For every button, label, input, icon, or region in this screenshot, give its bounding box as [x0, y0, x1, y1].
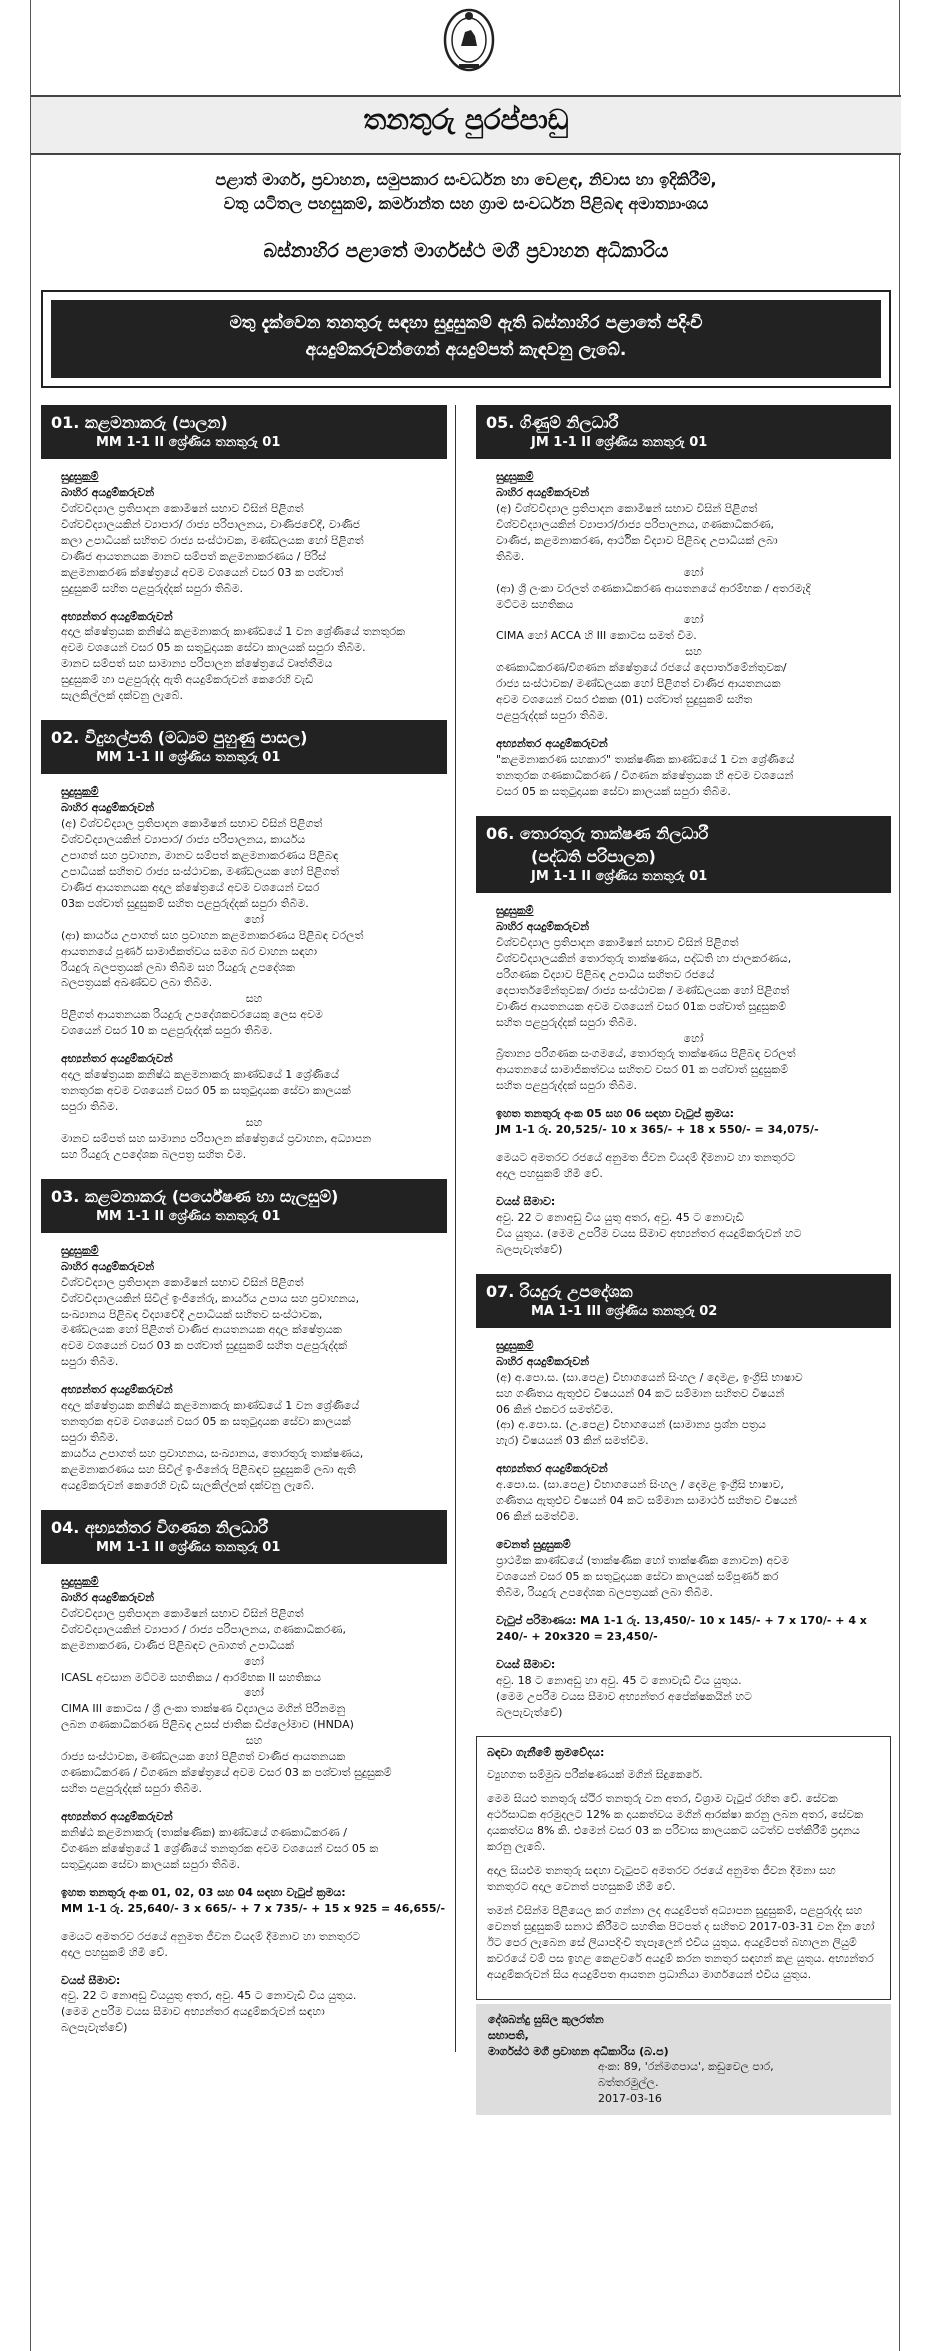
- other-qualifications: වෙනත් සුදුසුකම් ප්‍රාථමික කාණ්ඩයේ (තාක්ෂණික හෝ තාක්ෂණික නොවන) අවම වශයෙන් වසර 05 ක සතුටුදායක සේවා කාලයක් සම්පූර්ණ කර තිබීම, රියදුරු උපදේශක බලපත්‍රයක් ලබා තිබීම.: [496, 1538, 790, 1599]
- signature-date: 2017-03-16: [598, 2092, 662, 2106]
- salary-scale: ඉහත තනතුරු අංක 01, 02, 03 සහ 04 සඳහා වැටුප් ක්‍රමය: MM 1-1 රු. 25,640/- 3 x 665/- + 7 x 735/- + 15 x 925 = 46,655/-: [61, 1885, 446, 1915]
- post-header: 03. කළමනාකරු (පර්යේෂණ හා සැලසුම්) MM 1-1 II ශ්‍රේණිය තනතුරු 01: [41, 1179, 447, 1233]
- note-paragraph: තමන් විසින්ම පිළියෙල කර ගන්නා ලද අයදුම්පත් අධ්‍යාපන සුදුසුකම්, පළපුරුද්ද සහ වෙනත් සුදුසුකම් සනාථ කිරීමට සහතික පිටපත් ද සහිතව 2017-03-31 වන දින හෝ ඊට පෙර ලැබෙන සේ ලියාපදිංචි තැපෑලෙන් එවිය යුතුය. අයදුම්පත් බහාලන ලියුම් කවරයේ වම් පස ඉහළ කෙළවරේ අයදුම් කරන තනතුර සඳහන් කළ යුතුය. අභ්‍යන්තර අයදුම්කරුවන් සිය අයදුම්පත ආයතන ප්‍රධානියා මාර්ගයෙන් එවිය යුතුය.: [487, 1903, 875, 1981]
- salary-scale: වැටුප් පරිමාණය: MA 1-1 රු. 13,450/- 10 x 145/- + 7 x 170/- + 4 x 240/- + 20x320 = 23,450/-: [496, 1613, 867, 1643]
- post-header: 04. අභ්‍යන්තර විගණන නිලධාරී MM 1-1 II ශ්‍රේණිය තනතුරු 01: [41, 1510, 447, 1564]
- post-06: [476, 816, 891, 1258]
- post-04: [41, 1510, 447, 2036]
- advertisement-page: [30, 0, 900, 2351]
- post-03: [41, 1179, 447, 1494]
- qualifications: සුදුසුකම් බාහිර අයදුම්කරුවන් (අ) විශ්වවිද්‍යාල ප්‍රතිපාදන කොමිෂන් සභාව විසින් පිළිගත් විශ්වවිද්‍යාලයකින් ව්‍යාපාර/ රාජ්‍ය පරිපාලනය, කාර්යය උපාගත් සහ ප්‍රවාහන, මානව සම්පත් කළමනාකරණය පිළිබඳ උපාධියක් සහිතව රාජ්‍ය සංස්ථාවක, මණ්ඩලයක හෝ පිළිගත් වාණිජ ආයතනයක අදාල ක්ෂේත්‍රයේ අවම වශයෙන් වසර 03ක පශ්චාත් සුදුසුකම් සහිත පළපුරුද්දක් සපුරා තිබීම. හෝ (ආ) කාර්යය උපාගත් සහ ප්‍රවාහන කළමනාකරණය පිළිබඳ වරලත් ආයතනයේ පූර්ණ සාමාජිකත්වය සමග බර වාහන සඳහා රියදුරු බලපත්‍රයක් ලබා තිබීම සහ රියදුරු උපදේශක බලපත්‍රයක් අඛණ්ඩව ලබා තිබීම. සහ පිළිගත් ආයතනයක රියදුරු උපදේශකවරයෙකු ලෙස අවම වශයෙන් වසර 10 ක පළපුරුද්දක් සපුරා තිබීම.: [61, 785, 364, 1038]
- salary-scale: ඉහත තනතුරු අංක 05 සහ 06 සඳහා වැටුප් ක්‍රමය: JM 1-1 රු. 20,525/- 10 x 365/- + 18 x 550/- = 34,075/-: [496, 1107, 819, 1137]
- post-header: 05. ගිණුම් නිලධාරී JM 1-1 II ශ්‍රේණිය තනතුරු 01: [476, 405, 891, 459]
- qualifications: සුදුසුකම් බාහිර අයදුම්කරුවන් විශ්වවිද්‍යාල ප්‍රතිපාදන කොමිෂන් සභාව විසින් පිළිගත් විශ්වවිද්‍යාලයකින් ව්‍යාපාර/ රාජ්‍ය පරිපාලනය, වාණිජවේදී, වාණිජ කලා උපාධියක් සහිතව රාජ්‍ය සංස්ථාවක, මණ්ඩලයක හෝ පිළිගත් වාණිජ ආයතනයක මානව සම්පත් කළමනාකරණය / පිරිස් කළමනාකරණ ක්ෂේත්‍රයේ අවම වශයෙන් වසර 03 ක පශ්චාත් සුදුසුකම් සහිත පළපුරුද්දක් සපුරා තිබීම.: [61, 470, 364, 595]
- note-paragraph: ව්‍යුහගත සම්මුඛ පරීක්ෂණයක් මගින් සිදුකෙරේ.: [487, 1768, 703, 1782]
- signature-block: [476, 2004, 891, 2116]
- qualifications: සුදුසුකම් බාහිර අයදුම්කරුවන් (අ) අ.පො.ස. (සා.පෙළ) විභාගයෙන් සිංහල / දෙමළ, ඉංග්‍රීසි භාෂාව සහ ගණිතය ඇතුළුව විෂයයන් 04 කට සම්මාන සහිතව විෂයන් 06 කින් එකවර සමත්වීම. (ආ) අ.පො.ස. (උ.පෙළ) විභාගයෙන් (සාමාන්‍ය ප්‍රශ්න පත්‍රය හැර) විෂයයන් 03 කින් සමත්වීම.: [496, 1338, 803, 1448]
- note-paragraph: අදාල සියළුම තනතුරු සඳහා වැටුපට අමතරව රජයේ අනුමත ජීවන දීමනා සහ තනතුරට අදාල වෙනත් පහසුකම් හිමි වේ.: [487, 1864, 836, 1894]
- authority-name: බස්නාහිර පළාතේ මාර්ගස්ථ මගී ප්‍රවාහන අධිකාරිය: [263, 240, 669, 262]
- call-for-applications-banner: මතු දැක්වෙන තනතුරු සඳහා සුදුසුකම් ඇති බස්නාහිර පළාතේ පදිංචි අයදුම්කරුවන්ගෙන් අයදුම්පත් කැඳවනු ලැබේ.: [51, 300, 881, 378]
- signatory-org: මාර්ගස්ථ මගී ප්‍රවාහන අධිකාරිය (බ.ප): [488, 2044, 669, 2058]
- qualifications: සුදුසුකම් බාහිර අයදුම්කරුවන් (අ) විශ්වවිද්‍යාල ප්‍රතිපාදන කොමිෂන් සභාව විසින් පිළිගත් විශ්වවිද්‍යාලයකින් ව්‍යාපාර/රාජ්‍ය පරිපාලනය, ගණකාධිකරණ, වාණිජ, කළමනාකරණ, ආර්ථික විද්‍යාව පිළිබඳ උපාධියක් ලබා තිබීම. හෝ (ආ) ශ්‍රී ලංකා වරලත් ගණකාධිකරණ ආයතනයේ ආරම්භක / අතරමැදි මට්ටම සහතිකය හෝ CIMA හෝ ACCA හි III කොටස සමත් වීම. සහ ගණකාධිකරණ/විගණන ක්ෂේත්‍රයේ රජයේ දෙපාර්තමේන්තුවක/ රාජ්‍ය සංස්ථාවක/ මණ්ඩලයක හෝ පිළිගත් වාණිජ ආයතනයක අවම වශයෙන් වසර එකක (01) පශ්චාත් සුදුසුකම් සහිත පළපුරුද්දක් සපුරා තිබීම.: [496, 470, 811, 723]
- post-header: 01. කළමනාකරු (පාලන) MM 1-1 II ශ්‍රේණිය තනතුරු 01: [41, 405, 447, 459]
- post-05: [476, 405, 891, 800]
- recruitment-notes: බඳවා ගැනීමේ ක්‍රමවේදය: ව්‍යුහගත සම්මුඛ පරීක්ෂණයක් මගින් සිදුකෙරේ. මෙම සියළු තනතුරු ස්ථිර තනතුරු වන අතර, විශ්‍රාම වැටුප් රහිත වේ. සේවක අර්ථසාධක අරමුදලට 12% ක දායකත්වය මගින් ආරක්ෂා කරනු ලබන අතර, සේවක දායකත්වය 8% කි. එමෙන් වසර 03 ක පරිවාස කාලයකට යටත්ව පත්කිරීම් ප්‍රදානය කරනු ලැබේ. අදාල සියළුම තනතුරු සඳහා වැටුපට අමතරව රජයේ අනුමත ජීවන දීමනා සහ තනතුරට අදාල වෙනත් පහසුකම් හිමි වේ. තමන් විසින්ම පිළියෙල කර ගන්නා ලද අයදුම්පත් අධ්‍යාපන සුදුසුකම්, පළපුරුද්ද සහ වෙනත් සුදුසුකම් සනාථ කිරීමට සහතික පිටපත් ද සහිතව 2017-03-31 වන දින හෝ ඊට පෙර ලැබෙන සේ ලියාපදිංචි තැපෑලෙන් එවිය යුතුය. අයදුම්පත් බහාලන ලියුම් කවරයේ වම් පස ඉහළ කෙළවරේ අයදුම් කරන තනතුර සඳහන් කළ යුතුය. අභ්‍යන්තර අයදුම්කරුවන් සිය අයදුම්පත ආයතන ප්‍රධානියා මාර්ගයෙන් එවිය යුතුය.: [476, 1736, 891, 1999]
- internal-applicants: අභ්‍යන්තර අයදුම්කරුවන් අදාල ක්ෂේත්‍රයක කනිෂ්ඨ කළමනාකරු කාණ්ඩයේ 1 වන ශ්‍රේණියේ තනතුරක අවම වශයෙන් වසර 05 ක සතුටුදායක සේවා කාලයක් සපුරා තිබීම. මානව සම්පත් සහ සාමාන්‍ය පරිපාලන ක්ෂේත්‍රයේ වෘත්තීමය සුදුසුකම් හා පළපුරුද්ද ඇති අයදුම්කරුවන් කෙරෙහි වැඩි සැලකිල්ලක් දක්වනු ලැබේ.: [61, 609, 406, 703]
- internal-applicants: අභ්‍යන්තර අයදුම්කරුවන් අදාල ක්ෂේත්‍රයක කනිෂ්ඨ කළමනාකරු කාණ්ඩයේ 1 ශ්‍රේණියේ තනතුරක අවම වශයෙන් වසර 05 ක සතුටුදායක සේවා කාලයක් සපුරා තිබීම. සහ මානව සම්පත් සහ සාමාන්‍ය පරිපාලන ක්ෂේත්‍රයේ ප්‍රවාහන, අධ්‍යාපන සහ රියදුරු උපදේශක බලපත්‍ර සහිත වීම.: [61, 1052, 372, 1161]
- post-header: 06. තොරතුරු තාක්ෂණ නිලධාරී (පද්ධති පරිපාලන) JM 1-1 II ශ්‍රේණිය තනතුරු 01: [476, 816, 891, 893]
- address-line: බත්තරමුල්ල.: [598, 2076, 659, 2090]
- internal-applicants: අභ්‍යන්තර අයදුම්කරුවන් කනිෂ්ඨ කළමනාකරු (තාක්ෂණික) කාණ්ඩයේ ගණකාධිකරණ / විගණන ක්ෂේත්‍රයේ 1 ශ්‍රේණියේ තනතුරක අවම වශයෙන් වසර 05 ක සතුටුදායක සේවා කාලයක් සපුරා තිබීම.: [61, 1810, 379, 1871]
- post-header: 07. රියදුරු උපදේශක MA 1-1 III ශ්‍රේණිය තනතුරු 02: [476, 1274, 891, 1328]
- national-emblem-icon: [441, 6, 497, 78]
- internal-applicants: අභ්‍යන්තර අයදුම්කරුවන් "කළමනාකරණ සහකාර" තාක්ෂණික කාණ්ඩයේ 1 වන ශ්‍රේණියේ තනතුරක ගණකාධිකරණ / විගණන ක්ෂේත්‍රයක හි අවම වශයෙන් වසර 05 ක සතුටුදායක සේවා කාලයක් සපුරා තිබීම.: [496, 737, 795, 798]
- post-07: [476, 1274, 891, 1721]
- signatory-name: දේශබන්දු සුසිල කුලරත්න: [488, 2012, 604, 2026]
- qualifications: සුදුසුකම් බාහිර අයදුම්කරුවන් විශ්වවිද්‍යාල ප්‍රතිපාදන කොමිෂන් සභාව විසින් පිළිගත් විශ්වවිද්‍යාලයකින් සිවිල් ඉංජිනේරු, කාර්යය උපාය සහ ප්‍රවාහනය, සංඛ්‍යානය පිළිබඳ විද්‍යාවේදී උපාධියක් සහිතව සංස්ථාවක, මණ්ඩලයක හෝ පිළිගත් වාණිජ ආයතනයක අදාල ක්ෂේත්‍රයක අවම වශයෙන් වසර 03 ක පශ්චාත් සුදුසුකම් සහිත පළපුරුද්දක් සපුරා තිබීම.: [61, 1243, 360, 1369]
- note-paragraph: මෙම සියළු තනතුරු ස්ථිර තනතුරු වන අතර, විශ්‍රාම වැටුප් රහිත වේ. සේවක අර්ථසාධක අරමුදලට 12% ක දායකත්වය මගින් ආරක්ෂා කරනු ලබන අතර, සේවක දායකත්වය 8% කි. එමෙන් වසර 03 ක පරිවාස කාලයකට යටත්ව පත්කිරීම් ප්‍රදානය කරනු ලැබේ.: [487, 1792, 864, 1854]
- signatory-role: සභාපති,: [488, 2028, 529, 2042]
- internal-applicants: අභ්‍යන්තර අයදුම්කරුවන් අ.පො.ස. (සා.පෙළ) විභාගයෙන් සිංහල / දෙමළ ඉංග්‍රීසි භාෂාව, ගණිතය ඇතුළුව විෂයන් 04 කට සම්මාන සාමාර්ථ සහිතව විෂයන් 06 කින් සමත්වීම.: [496, 1462, 797, 1524]
- address-line: අංක: 89, 'රන්මගපාය', කඩුවෙල පාර,: [598, 2060, 774, 2074]
- qualifications: සුදුසුකම් බාහිර අයදුම්කරුවන් විශ්වවිද්‍යාල ප්‍රතිපාදන කොමිෂන් සභාව විසින් පිළිගත් විශ්වවිද්‍යාලයකින් ව්‍යාපාර / රාජ්‍ය පරිපාලනය, ගණකාධිකරණ, කළමනාකරණ, වාණිජ පිළිබඳව ලබාගත් උපාධියක් හෝ ICASL අවසාන මට්ටම සහතිකය / ආරම්භක II සහතිකය හෝ CIMA III කොටස / ශ්‍රී ලංකා තාක්ෂණ විද්‍යාලය මගින් පිරිනමනු ලබන ගණකාධිකරණ පිළිබඳ උසස් ජාතික ඩිප්ලෝමාව (HNDA) සහ රාජ්‍ය සංස්ථාවක, මණ්ඩලයක හෝ පිළිගත් වාණිජ ආයතනයක ගණකාධිකරණ / විගණන ක්ෂේත්‍රයේ අවම වසර 03 ක පශ්චාත් සුදුසුකම් සහිත පළපුරුද්දක් සපුරා තිබීම.: [61, 1574, 392, 1796]
- age-limit: වයස් සීමාව: අවු. 22 ට නොඅඩු වියයුතු අතර, අවු. 45 ට නොවැඩි විය යුතුය. (මෙම උපරිම වයස සීමාව අභ්‍යන්තර අයදුම්කරුවන් සඳහා බලපැවැත්වේ): [61, 1973, 357, 2035]
- internal-applicants: අභ්‍යන්තර අයදුම්කරුවන් අදාල ක්ෂේත්‍රයක කනිෂ්ඨ කළමනාකරු කාණ්ඩයේ 1 වන ශ්‍රේණියේ තනතුරක අවම වශයෙන් වසර 05 ක සතුටුදායක සේවා කාලයක් සපුරා තිබීම. කාර්යය උපාගත් සහ ප්‍රවාහනය, සංඛ්‍යානය, තොරතුරු තාක්ෂණය, කළමනාකරණය සහ සිවිල් ඉංජිනේරු පිළිබඳව සුදුසුකම් ලබා ඇති අයදුම්කරුවන් කෙරෙහි වැඩි සැලකිල්ලක් දක්වනු ලැබේ.: [61, 1383, 364, 1492]
- allowances: මෙයට අමතරව රජයේ අනුමත ජීවන වියදම් දීමනාව හා තනතුරට අදාල පහසුකම් හිමි වේ.: [496, 1151, 796, 1181]
- post-01: [41, 405, 447, 704]
- age-limit: වයස් සීමාව: අවු. 18 ට නොඅඩු හා අවු. 45 ට නොවැඩි විය යුතුය. (මෙම උපරිම වයස සීමාව අභ්‍යන්තර අපේක්ෂකයින් හට බලපැවැත්වේ): [496, 1657, 752, 1719]
- post-02: [41, 720, 447, 1163]
- ministry-name: පළාත් මාර්ග, ප්‍රවාහන, සමුපකාර සංවර්ධන හා වෙළඳ, නිවාස හා ඉදිකිරීම්, වතු යටිතල පහසුකම්, කර්මාන්ත සහ ග්‍රාම සංවර්ධන පිළිබඳ අමාත්‍යාංශය: [215, 170, 717, 213]
- allowances: මෙයට අමතරව රජයේ අනුමත ජීවන වියදම් දීමනාව හා තනතුරට අදාල පහසුකම් හිමි වේ.: [61, 1929, 361, 1959]
- left-column: [41, 405, 456, 2052]
- right-column: [476, 405, 891, 2115]
- post-header: 02. විදුහල්පති (මධ්‍යම පුහුණු පාසල) MM 1-1 II ශ්‍රේණිය තනතුරු 01: [41, 720, 447, 774]
- age-limit: වයස් සීමාව: අවු. 22 ට නොඅඩු විය යුතු අතර, අවු. 45 ට නොවැඩි විය යුතුය. (මෙම උපරිම වයස සීමාව අභ්‍යන්තර අයදුම්කරුවන් හට බලපැවැත්වේ): [496, 1195, 802, 1256]
- page-title: තනතුරු පුරප්පාඩු: [363, 103, 569, 136]
- qualifications: සුදුසුකම් බාහිර අයදුම්කරුවන් විශ්වවිද්‍යාල ප්‍රතිපාදන කොමිෂන් සභාව විසින් පිළිගත් විශ්වවිද්‍යාලයකින් තොරතුරු තාක්ෂණය, පද්ධති හා ජාලකරණය, පරිගණක විද්‍යාව පිළිබඳ උපාධිය සහිතව රජයේ දෙපාර්තමේන්තුවක/ රාජ්‍ය සංස්ථාවක / මණ්ඩලයක හෝ පිළිගත් වාණිජ ආයතනයක අවම වශයෙන් වසර 01ක පශ්චාත් සුදුසුකම් සහිත පළපුරුද්දක් සපුරා තිබීම. හෝ බ්‍රිතාන්‍ය පරිගණක සංගමයේ, තොරතුරු තාක්ෂණය පිළිබඳ වරලත් ආයතනයේ සාමාජිකත්වය සහිතව වසර 01 ක පශ්චාත් සුදුසුකම් සහිත පළපුරුද්දක් සපුරා තිබීම.: [496, 904, 796, 1093]
